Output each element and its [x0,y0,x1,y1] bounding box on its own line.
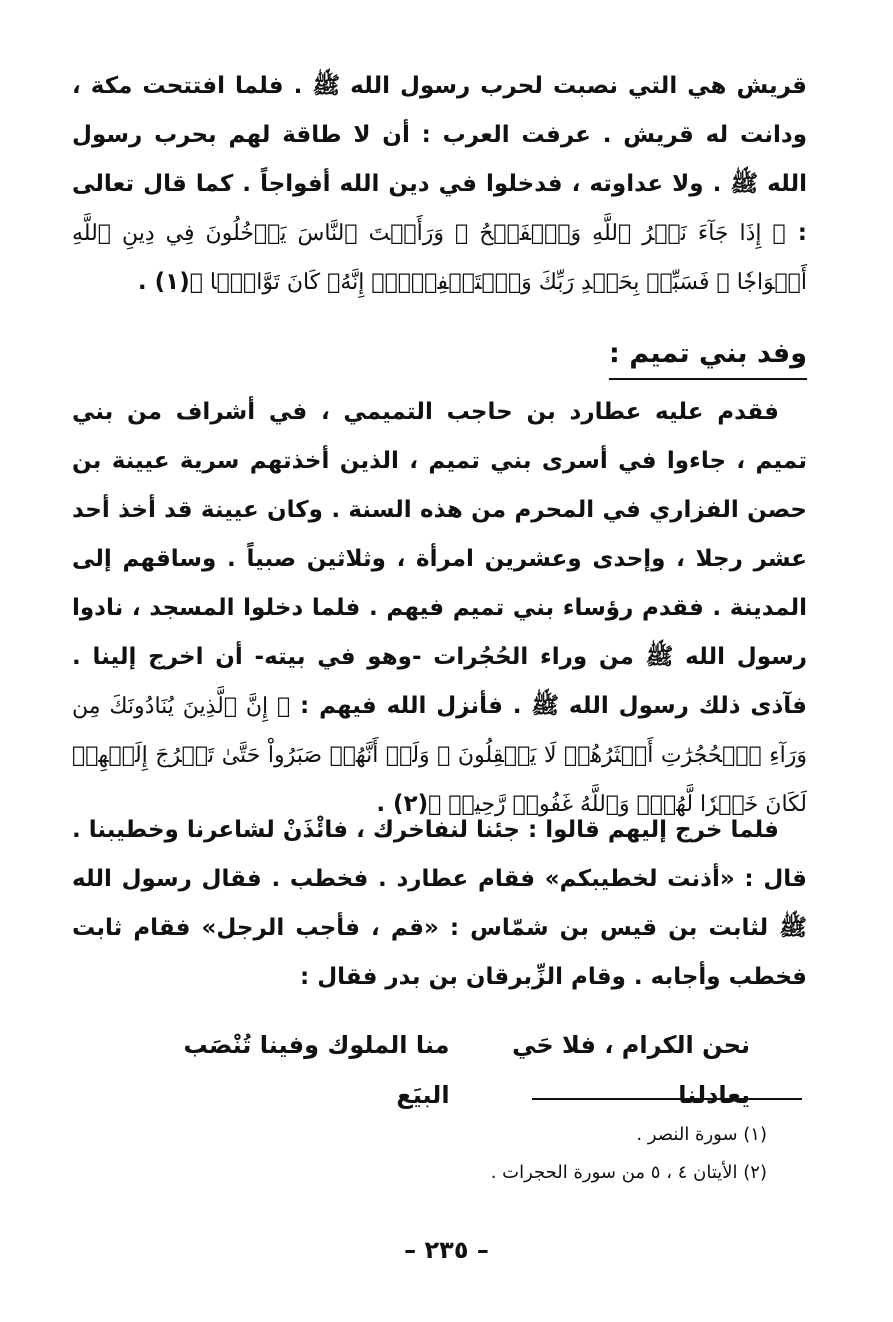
footnote-ref-2: (٢) . [376,791,429,817]
poem-hemistich-first: نحن الكرام ، فلا حَي يعادلنا [512,1031,750,1109]
footnote-2: (٢) الأيتان ٤ ، ٥ من سورة الحجرات . [490,1162,767,1183]
delegation-paragraph [72,388,807,829]
page-number: – ٢٣٥ – [404,1236,489,1264]
footnote-ref-1: (١) . [137,269,190,295]
section-heading: وفد بني تميم : [609,334,807,380]
delegation-text: فقدم عليه عطارد بن حاجب التميمي ، في أشراف من بني تميم ، جاءوا في أسرى بني تميم ، الذين أخذتهم سرية عيينة بن حصن الفزاري في المحرم من هذه السنة . وكان عيينة قد أخذ أحد عشر رجلا ، وإحدى وعشرين امرأة ، وثلاثين صبياً . وساقهم إلى المدينة . فقدم رؤساء بني تميم فيهم . فلما دخلوا المسجد ، نادوا رسول الله ﷺ من وراء الحُجُرات -وهو في بيته- أن اخرج إلينا . فآذى ذلك رسول الله ﷺ . فأنزل الله فيهم : [72,399,807,719]
quran-verse-hujurat: ﴿ إِنَّ ٱلَّذِينَ يُنَادُونَكَ مِن وَرَآءِ ٱلۡحُجُرَٰتِ أَكۡثَرُهُمۡ لَا يَعۡقِلُونَ ۞ وَلَوۡ أَنَّهُمۡ صَبَرُواْ حَتَّىٰ تَخۡرُجَ إِلَيۡهِمۡ لَكَانَ خَيۡرٗا لَّهُمۡۚ وَٱللَّهُ غَفُورٞ رَّحِيمٞ ﴾ [72,694,807,817]
footnote-divider [532,1098,802,1100]
intro-paragraph [72,62,807,307]
poem-hemistich-second: منا الملوك وفينا تُنْصَب البيَع [183,1031,450,1109]
poem-verse [140,1020,750,1120]
boast-paragraph: فلما خرج إليهم قالوا : جئنا لنفاخرك ، فائْذَنْ لشاعرنا وخطيبنا . قال : «أذنت لخطيبكم» فقام عطارد . فخطب . فقال رسول الله ﷺ لثابت بن قيس بن شمّاس : «قم ، فأجب الرجل» فقام ثابت فخطب وأجابه . وقام الزِّبرقان بن بدر فقال : [72,817,807,990]
footnotes [491,1116,767,1192]
intro-text: قريش هي التي نصبت لحرب رسول الله ﷺ . فلما افتتحت مكة ، ودانت له قريش . عرفت العرب : أن لا طاقة لهم بحرب رسول الله ﷺ . ولا عداوته ، فدخلوا في دين الله أفواجاً . كما قال تعالى : [72,73,807,246]
footnote-1: (١) سورة النصر . [636,1124,767,1145]
quran-verse-nasr: ﴿ إِذَا جَآءَ نَصۡرُ ٱللَّهِ وَٱلۡفَتۡحُ ۞ وَرَأَيۡتَ ٱلنَّاسَ يَدۡخُلُونَ فِي دِينِ ٱللَّهِ أَفۡوَاجٗا ۞ فَسَبِّحۡ بِحَمۡدِ رَبِّكَ وَٱسۡتَغۡفِرۡهُۚ إِنَّهُۥ كَانَ تَوَّابَۢا ﴾ [72,221,807,295]
